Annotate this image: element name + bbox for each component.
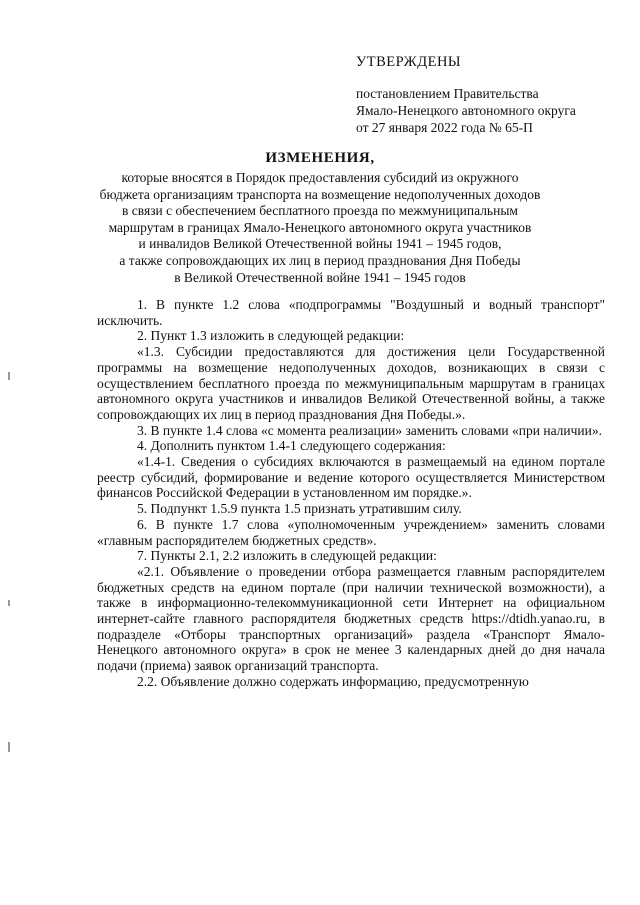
paragraph: 2. Пункт 1.3 изложить в следующей редакции: — [137, 328, 405, 344]
subtitle-line: маршрутам в границах Ямало-Ненецкого автономного округа участников — [108, 219, 532, 235]
paragraph: 1. В пункте 1.2 слова «подпрограммы "Воздушный и водный транспорт" исключить. — [97, 297, 605, 328]
paragraph: 7. Пункты 2.1, 2.2 изложить в следующей редакции: — [137, 548, 437, 564]
subtitle-line: которые вносятся в Порядок предоставления субсидий из окружного — [121, 170, 519, 185]
paragraph: «2.1. Объявление о проведении отбора размещается главным распорядителем бюджетных средств на едином портале (при наличии технической возможности), а также в информационно-телекоммуникационной сети Интернет на официальном интернет-сайте главного распорядителя бюджетных средств https://dtidh.yanao.ru, в подразделе «Отборы транспортных организаций» раздела «Транспорт Ямало-Ненецкого автономного округа» в срок не менее 3 календарных дней до дня начала подачи (приема) заявок организаций транспорта. — [97, 563, 605, 674]
approval-line: Ямало-Ненецкого автономного округа — [356, 103, 576, 118]
document-subtitle — [90, 170, 550, 286]
subtitle-line: а также сопровождающих их лиц в период празднования Дня Победы — [119, 252, 521, 268]
scan-margin-mark — [8, 372, 10, 380]
subtitle-line: бюджета организациям транспорта на возмещение недополученных доходов — [99, 186, 541, 202]
approval-heading: УТВЕРЖДЕНЫ — [356, 54, 462, 70]
paragraph: 2.2. Объявление должно содержать информацию, предусмотренную — [137, 673, 529, 689]
paragraph: 3. В пункте 1.4 слова «с момента реализации» заменить словами «при наличии». — [137, 422, 602, 438]
document-title: ИЗМЕНЕНИЯ, — [265, 150, 375, 166]
paragraph: «1.3. Субсидии предоставляются для достижения цели Государственной программы на возмещение недополученных доходов, возникающих в связи с осуществлением бесплатного проезда по межмуниципальным маршрутам в границах автономного округа участников и инвалидов Великой Отечественной войны, а также сопровождающих их лиц в период празднования Дня Победы.». — [97, 344, 605, 422]
approval-line: от 27 января 2022 года № 65-П — [356, 120, 533, 135]
approval-line: постановлением Правительства — [356, 86, 539, 101]
subtitle-line: в Великой Отечественной войне 1941 – 1945 годов — [174, 269, 466, 285]
document-body — [97, 297, 605, 690]
paragraph: 5. Подпункт 1.5.9 пункта 1.5 признать утратившим силу. — [137, 501, 462, 517]
subtitle-line: в связи с обеспечением бесплатного проезда по межмуниципальным — [122, 203, 518, 219]
paragraph: 4. Дополнить пунктом 1.4-1 следующего содержания: — [137, 438, 446, 454]
scan-margin-mark — [8, 742, 10, 752]
subtitle-line: и инвалидов Великой Отечественной войны 1941 – 1945 годов, — [138, 236, 502, 252]
paragraph: 6. В пункте 1.7 слова «уполномоченным учреждением» заменить словами «главным распорядителем бюджетных средств». — [97, 516, 605, 548]
paragraph: «1.4-1. Сведения о субсидиях включаются в размещаемый на едином портале реестр субсидий, формирование и ведение которого осуществляется Министерством финансов Российской Федерации в установленном им порядке.». — [97, 454, 605, 501]
approval-block — [356, 54, 626, 136]
scan-margin-mark — [8, 600, 10, 606]
